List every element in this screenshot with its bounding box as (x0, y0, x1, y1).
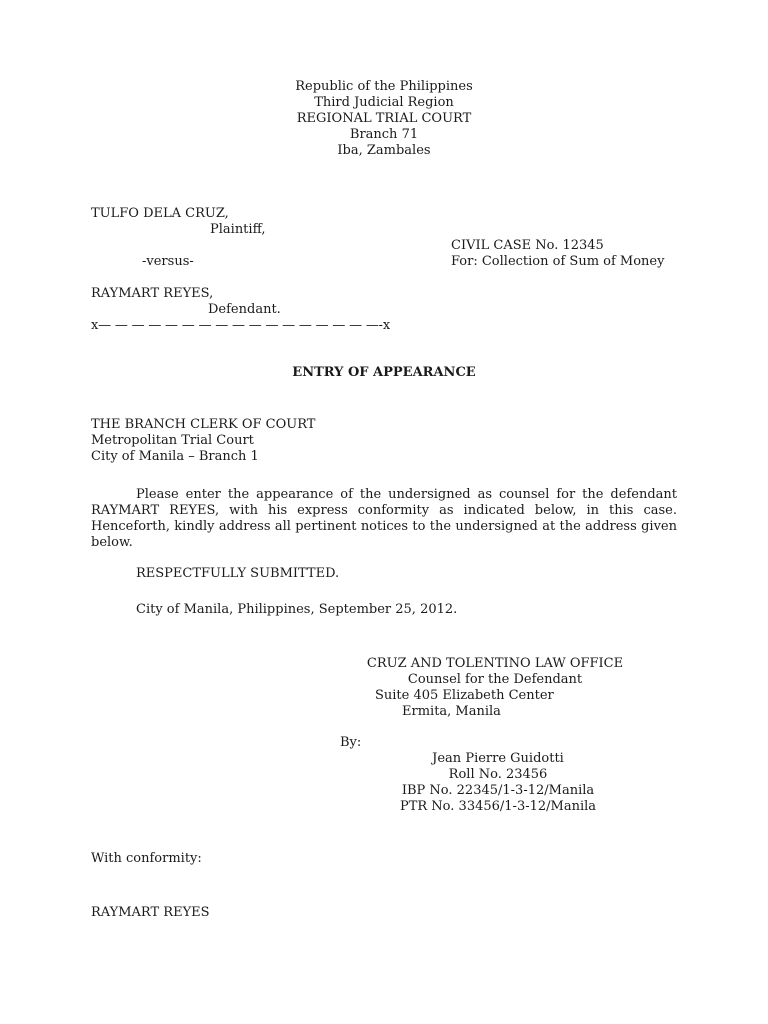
addressee-court: Metropolitan Trial Court (91, 433, 254, 448)
addressee-branch: City of Manila – Branch 1 (91, 449, 259, 464)
signatory-block (388, 751, 608, 815)
header-branch: Branch 71 (349, 127, 419, 142)
conformity-name: RAYMART REYES (91, 905, 210, 920)
by-label: By: (340, 735, 362, 750)
header-region: Third Judicial Region (314, 95, 454, 110)
plaintiff-name: TULFO DELA CRUZ, (91, 206, 229, 221)
counsel-address-1: Suite 405 Elizabeth Center (375, 688, 554, 703)
signatory-roll: Roll No. 23456 (448, 767, 548, 782)
caption-separator: x— — — — — — — — — — — — — — — — —-x (91, 318, 390, 333)
versus-label: -versus- (142, 254, 194, 269)
signatory-ibp: IBP No. 22345/1-3-12/Manila (401, 783, 595, 798)
body-paragraph: Please enter the appearance of the undersigned as counsel for the defendant RAYMART REYES, with his express conformity as indicated below, in this case. Henceforth, kindly address all pertinent notices to the undersigned at the address given below. (91, 487, 677, 550)
counsel-firm: CRUZ AND TOLENTINO LAW OFFICE (366, 656, 624, 671)
header-location: Iba, Zambales (337, 143, 431, 158)
addressee-clerk: THE BRANCH CLERK OF COURT (91, 417, 316, 432)
signatory-name: Jean Pierre Guidotti (432, 751, 564, 766)
counsel-role: Counsel for the Defendant (407, 672, 583, 687)
defendant-name: RAYMART REYES, (91, 286, 214, 301)
case-number: CIVIL CASE No. 12345 (451, 238, 604, 253)
document-title: ENTRY OF APPEARANCE (292, 365, 476, 380)
defendant-role: Defendant. (208, 302, 281, 317)
counsel-address-2: Ermita, Manila (402, 704, 501, 719)
case-nature: For: Collection of Sum of Money (451, 254, 665, 269)
signatory-ptr: PTR No. 33456/1-3-12/Manila (399, 799, 597, 814)
place-date: City of Manila, Philippines, September 25, 2012. (136, 602, 458, 617)
plaintiff-role: Plaintiff, (210, 222, 266, 237)
header-republic: Republic of the Philippines (295, 79, 473, 94)
conformity-label: With conformity: (91, 851, 202, 866)
counsel-block (340, 656, 650, 688)
header-court: REGIONAL TRIAL COURT (296, 111, 472, 126)
closing-text: RESPECTFULLY SUBMITTED. (136, 566, 340, 581)
